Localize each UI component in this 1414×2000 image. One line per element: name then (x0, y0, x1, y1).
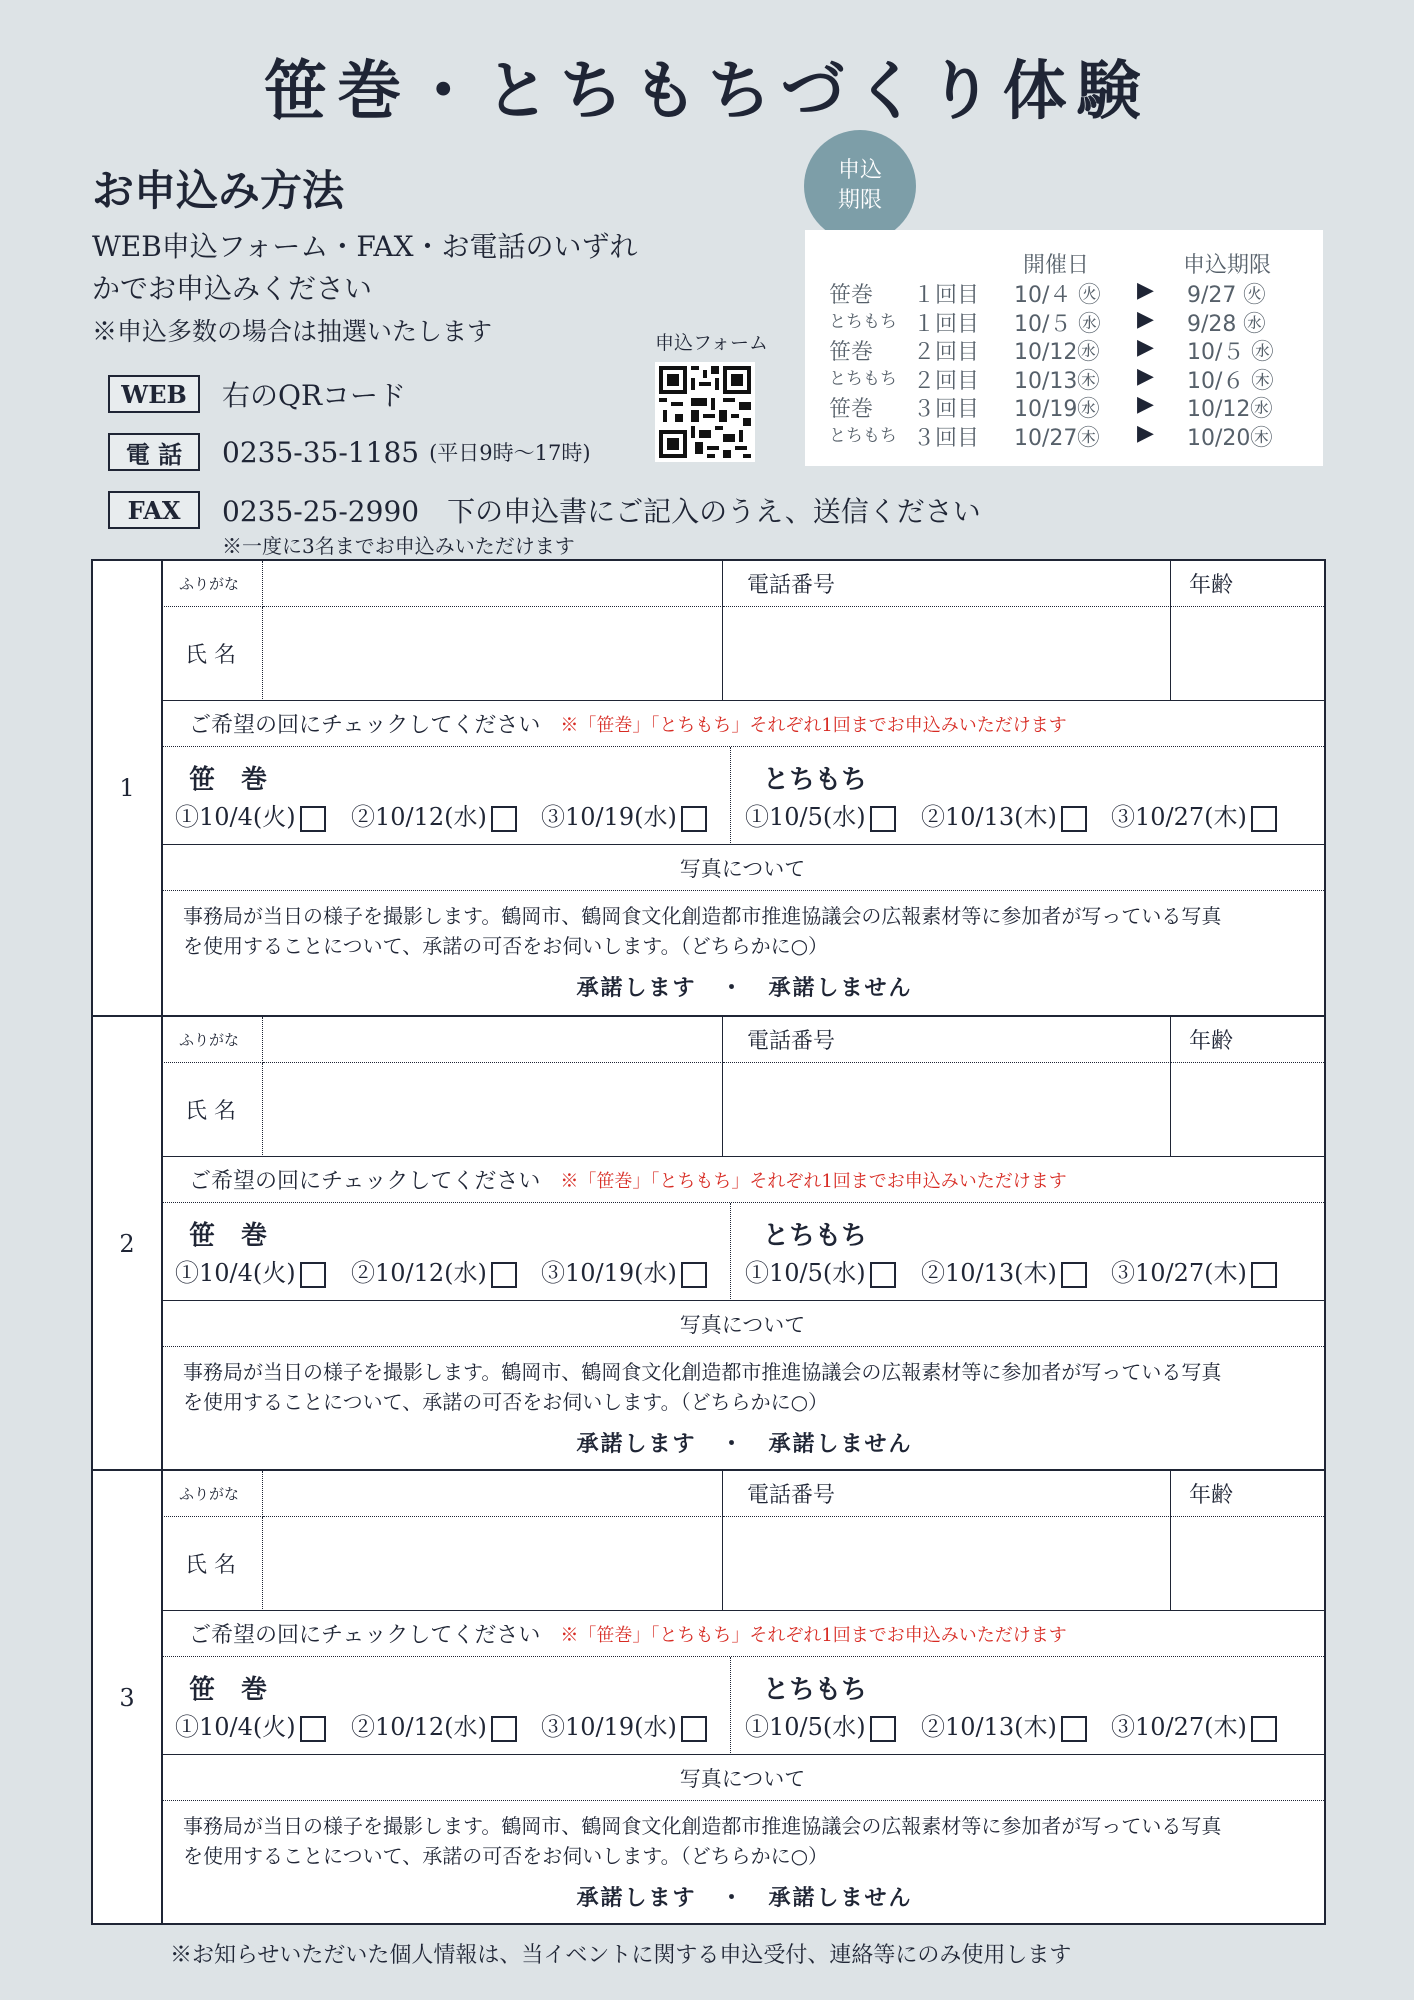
tochimochi-heading: とちもち (763, 765, 868, 795)
arrow-icon: ▶ (1137, 420, 1154, 446)
schedule-item: とちもち (829, 425, 897, 446)
date-option-label: ③10/19(水) (541, 803, 677, 831)
furigana-field[interactable] (263, 1471, 723, 1517)
lottery-note: ※申込多数の場合は抽選いたします (92, 317, 493, 346)
sasamaki-heading: 笹 巻 (189, 1675, 268, 1705)
schedule-date: 10/12㊌ (1014, 340, 1100, 365)
date-option (1111, 1707, 1277, 1742)
photo-body-line-2: を使用することについて、承諾の可否をお伺いします。（どちらかに○） (183, 1390, 829, 1414)
schedule-item: 笹巻 (829, 283, 874, 308)
tochimochi-heading: とちもち (763, 1675, 868, 1705)
date-checkbox[interactable] (491, 1262, 517, 1288)
date-option-label: ①10/4(火) (175, 1259, 296, 1287)
web-tag: WEB (108, 375, 200, 413)
date-option-label: ②10/13(木) (921, 1259, 1057, 1287)
deadline-badge (804, 130, 916, 242)
date-option (921, 797, 1087, 832)
furigana-label: ふりがな (161, 1471, 263, 1517)
schedule-date: 10/５ ㊌ (1014, 311, 1101, 337)
schedule-round: ３回目 (913, 397, 980, 422)
check-note: ※「笹巻」「とちもち」それぞれ1回までお申込みいただけます (560, 1624, 1067, 1646)
date-option (351, 1253, 517, 1288)
privacy-note: ※お知らせいただいた個人情報は、当イベントに関する申込受付、連絡等にのみ使用します (170, 1943, 1072, 1968)
check-instruction (161, 1157, 1324, 1203)
date-option (175, 1707, 326, 1742)
age-field[interactable] (1171, 1517, 1324, 1611)
date-option-label: ①10/4(火) (175, 803, 296, 831)
schedule-deadline: 10/５ ㊌ (1187, 340, 1274, 365)
schedule-deadline: 10/20㊍ (1187, 425, 1273, 451)
phone-hours: (平日9時〜17時) (429, 441, 591, 465)
consent-choice[interactable]: 承諾します ・ 承諾しません (576, 1885, 913, 1911)
tochimochi-options (731, 1657, 1324, 1755)
contact-fax (108, 490, 981, 530)
date-option-label: ①10/4(火) (175, 1713, 296, 1741)
schedule-round: １回目 (913, 311, 980, 337)
arrow-icon: ▶ (1137, 335, 1154, 360)
photo-section-title: 写真について (161, 1755, 1324, 1801)
photo-consent-body (161, 1347, 1324, 1471)
arrow-icon: ▶ (1137, 278, 1154, 303)
schedule-row (829, 392, 1309, 420)
schedule-date: 10/19㊌ (1014, 397, 1100, 422)
date-checkbox[interactable] (300, 1262, 326, 1288)
photo-body-line-1: 事務局が当日の様子を撮影します。鶴岡市、鶴岡食文化創造都市推進協議会の広報素材等に参加者が写っている写真 (183, 1360, 1222, 1384)
description-line-1: WEB申込フォーム・FAX・お電話のいずれ (92, 230, 638, 263)
schedule-date: 10/27㊍ (1014, 425, 1100, 451)
consent-choice[interactable]: 承諾します ・ 承諾しません (576, 975, 913, 1001)
date-checkbox[interactable] (870, 1716, 896, 1742)
schedule-date: 10/13㊍ (1014, 368, 1100, 394)
schedule-row (829, 421, 1309, 449)
schedule-deadline: 10/12㊌ (1187, 397, 1273, 422)
age-label: 年齢 (1171, 1017, 1324, 1063)
date-option-label: ③10/27(木) (1111, 1259, 1247, 1287)
date-checkbox[interactable] (491, 806, 517, 832)
web-text: 右のQRコード (222, 379, 407, 412)
photo-body-line-2: を使用することについて、承諾の可否をお伺いします。（どちらかに○） (183, 934, 829, 958)
tochimochi-heading: とちもち (763, 1221, 868, 1251)
age-label: 年齢 (1171, 561, 1324, 607)
date-checkbox[interactable] (870, 1262, 896, 1288)
description-line-2: かでお申込みください (92, 272, 373, 305)
date-option-label: ②10/12(水) (351, 1713, 487, 1741)
schedule-item: とちもち (829, 368, 897, 389)
application-method-description (92, 226, 752, 310)
schedule-header-date: 開催日 (1023, 253, 1090, 278)
deadline-badge-line2: 期限 (837, 188, 882, 213)
photo-body-line-1: 事務局が当日の様子を撮影します。鶴岡市、鶴岡食文化創造都市推進協議会の広報素材等に参加者が写っている写真 (183, 904, 1222, 928)
entry-number: 1 (93, 561, 163, 1015)
date-checkbox[interactable] (1251, 1262, 1277, 1288)
check-instruction (161, 701, 1324, 747)
furigana-label: ふりがな (161, 561, 263, 607)
date-option (541, 1253, 707, 1288)
date-option-label: ①10/5(水) (745, 803, 866, 831)
date-checkbox[interactable] (491, 1716, 517, 1742)
photo-section-title: 写真について (161, 1301, 1324, 1347)
check-label: ご希望の回にチェックしてください (189, 713, 541, 738)
date-option (175, 1253, 326, 1288)
schedule-deadline: 9/27 ㊋ (1187, 283, 1266, 308)
fax-tag: FAX (108, 491, 200, 529)
max-applicants-note: ※一度に3名までお申込みいただけます (222, 534, 575, 558)
date-checkbox[interactable] (1061, 1262, 1087, 1288)
date-option (1111, 797, 1277, 832)
date-option (541, 797, 707, 832)
name-field[interactable] (263, 1063, 723, 1157)
date-option-label: ③10/27(木) (1111, 803, 1247, 831)
phone-field[interactable] (723, 1063, 1171, 1157)
date-checkbox[interactable] (1251, 806, 1277, 832)
date-option (175, 797, 326, 832)
contact-phone (108, 432, 591, 472)
schedule-item: 笹巻 (829, 397, 874, 422)
phone-label: 電話番号 (723, 1017, 1171, 1063)
date-option-label: ③10/19(水) (541, 1259, 677, 1287)
name-field[interactable] (263, 607, 723, 701)
date-option-label: ②10/13(木) (921, 1713, 1057, 1741)
date-option (921, 1253, 1087, 1288)
date-option (351, 1707, 517, 1742)
schedule-round: ３回目 (913, 425, 980, 451)
sasamaki-heading: 笹 巻 (189, 765, 268, 795)
date-option (745, 797, 896, 832)
date-option-label: ①10/5(水) (745, 1259, 866, 1287)
date-checkbox[interactable] (300, 1716, 326, 1742)
check-label: ご希望の回にチェックしてください (189, 1169, 541, 1194)
date-checkbox[interactable] (1061, 1716, 1087, 1742)
tochimochi-options (731, 1203, 1324, 1301)
phone-tag: 電 話 (108, 433, 200, 471)
date-checkbox[interactable] (1251, 1716, 1277, 1742)
sasamaki-options (161, 1657, 731, 1755)
schedule-row (829, 335, 1309, 363)
schedule-row (829, 307, 1309, 335)
furigana-field[interactable] (263, 561, 723, 607)
date-option-label: ②10/12(水) (351, 1259, 487, 1287)
entry-number: 2 (93, 1017, 163, 1471)
schedule-header-deadline: 申込期限 (1183, 253, 1272, 278)
check-note: ※「笹巻」「とちもち」それぞれ1回までお申込みいただけます (560, 1170, 1067, 1192)
tochimochi-options (731, 747, 1324, 845)
fax-text: 0235-25-2990 下の申込書にご記入のうえ、送信ください (222, 495, 981, 528)
schedule-row (829, 278, 1309, 306)
schedule-row (829, 364, 1309, 392)
date-option-label: ③10/19(水) (541, 1713, 677, 1741)
date-option (921, 1707, 1087, 1742)
photo-body-line-1: 事務局が当日の様子を撮影します。鶴岡市、鶴岡食文化創造都市推進協議会の広報素材等に参加者が写っている写真 (183, 1814, 1222, 1838)
date-checkbox[interactable] (681, 1716, 707, 1742)
phone-field[interactable] (723, 607, 1171, 701)
photo-consent-body (161, 891, 1324, 1015)
phone-number[interactable]: 0235-35-1185 (222, 435, 420, 469)
age-field[interactable] (1171, 1063, 1324, 1157)
photo-consent-body (161, 1801, 1324, 1925)
sasamaki-heading: 笹 巻 (189, 1221, 268, 1251)
date-checkbox[interactable] (300, 806, 326, 832)
date-option-label: ①10/5(水) (745, 1713, 866, 1741)
arrow-icon: ▶ (1137, 392, 1154, 417)
date-option (745, 1707, 896, 1742)
date-option (351, 797, 517, 832)
date-option (745, 1253, 896, 1288)
age-field[interactable] (1171, 607, 1324, 701)
name-label: 氏 名 (161, 1063, 263, 1157)
schedule-table (805, 230, 1323, 466)
name-label: 氏 名 (161, 607, 263, 701)
phone-field[interactable] (723, 1517, 1171, 1611)
date-option (541, 1707, 707, 1742)
date-option-label: ②10/12(水) (351, 803, 487, 831)
check-instruction (161, 1611, 1324, 1657)
entry-number: 3 (93, 1471, 163, 1925)
applicant-entry (93, 1469, 1324, 1925)
application-form (91, 559, 1326, 1925)
date-option-label: ②10/13(木) (921, 803, 1057, 831)
applicant-entry (93, 1015, 1324, 1471)
photo-section-title: 写真について (161, 845, 1324, 891)
phone-label: 電話番号 (723, 561, 1171, 607)
sasamaki-options (161, 1203, 731, 1301)
arrow-icon: ▶ (1137, 306, 1154, 332)
check-label: ご希望の回にチェックしてください (189, 1623, 541, 1648)
date-option (1111, 1253, 1277, 1288)
schedule-deadline: 10/６ ㊍ (1187, 368, 1274, 394)
application-method-heading: お申込み方法 (92, 166, 345, 215)
furigana-field[interactable] (263, 1017, 723, 1063)
arrow-icon: ▶ (1137, 363, 1154, 389)
sasamaki-options (161, 747, 731, 845)
phone-label: 電話番号 (723, 1471, 1171, 1517)
date-checkbox[interactable] (870, 806, 896, 832)
name-label: 氏 名 (161, 1517, 263, 1611)
contact-web (108, 374, 406, 414)
qr-label: 申込フォーム (655, 332, 769, 354)
schedule-round: ２回目 (913, 368, 980, 394)
name-field[interactable] (263, 1517, 723, 1611)
qr-code-icon[interactable] (655, 362, 755, 462)
date-option-label: ③10/27(木) (1111, 1713, 1247, 1741)
consent-choice[interactable]: 承諾します ・ 承諾しません (576, 1431, 913, 1457)
schedule-round: ２回目 (913, 340, 980, 365)
schedule-date: 10/４ ㊋ (1014, 283, 1101, 308)
deadline-badge-line1: 申込 (837, 158, 882, 183)
page-title: 笹巻・とちもちづくり体験 (263, 54, 1151, 129)
schedule-item: とちもち (829, 311, 897, 332)
furigana-label: ふりがな (161, 1017, 263, 1063)
date-checkbox[interactable] (681, 806, 707, 832)
date-checkbox[interactable] (1061, 806, 1087, 832)
schedule-deadline: 9/28 ㊌ (1187, 311, 1266, 337)
applicant-entry (93, 561, 1324, 1015)
photo-body-line-2: を使用することについて、承諾の可否をお伺いします。（どちらかに○） (183, 1844, 829, 1868)
schedule-item: 笹巻 (829, 340, 874, 365)
age-label: 年齢 (1171, 1471, 1324, 1517)
date-checkbox[interactable] (681, 1262, 707, 1288)
check-note: ※「笹巻」「とちもち」それぞれ1回までお申込みいただけます (560, 714, 1067, 736)
schedule-round: １回目 (913, 283, 980, 308)
